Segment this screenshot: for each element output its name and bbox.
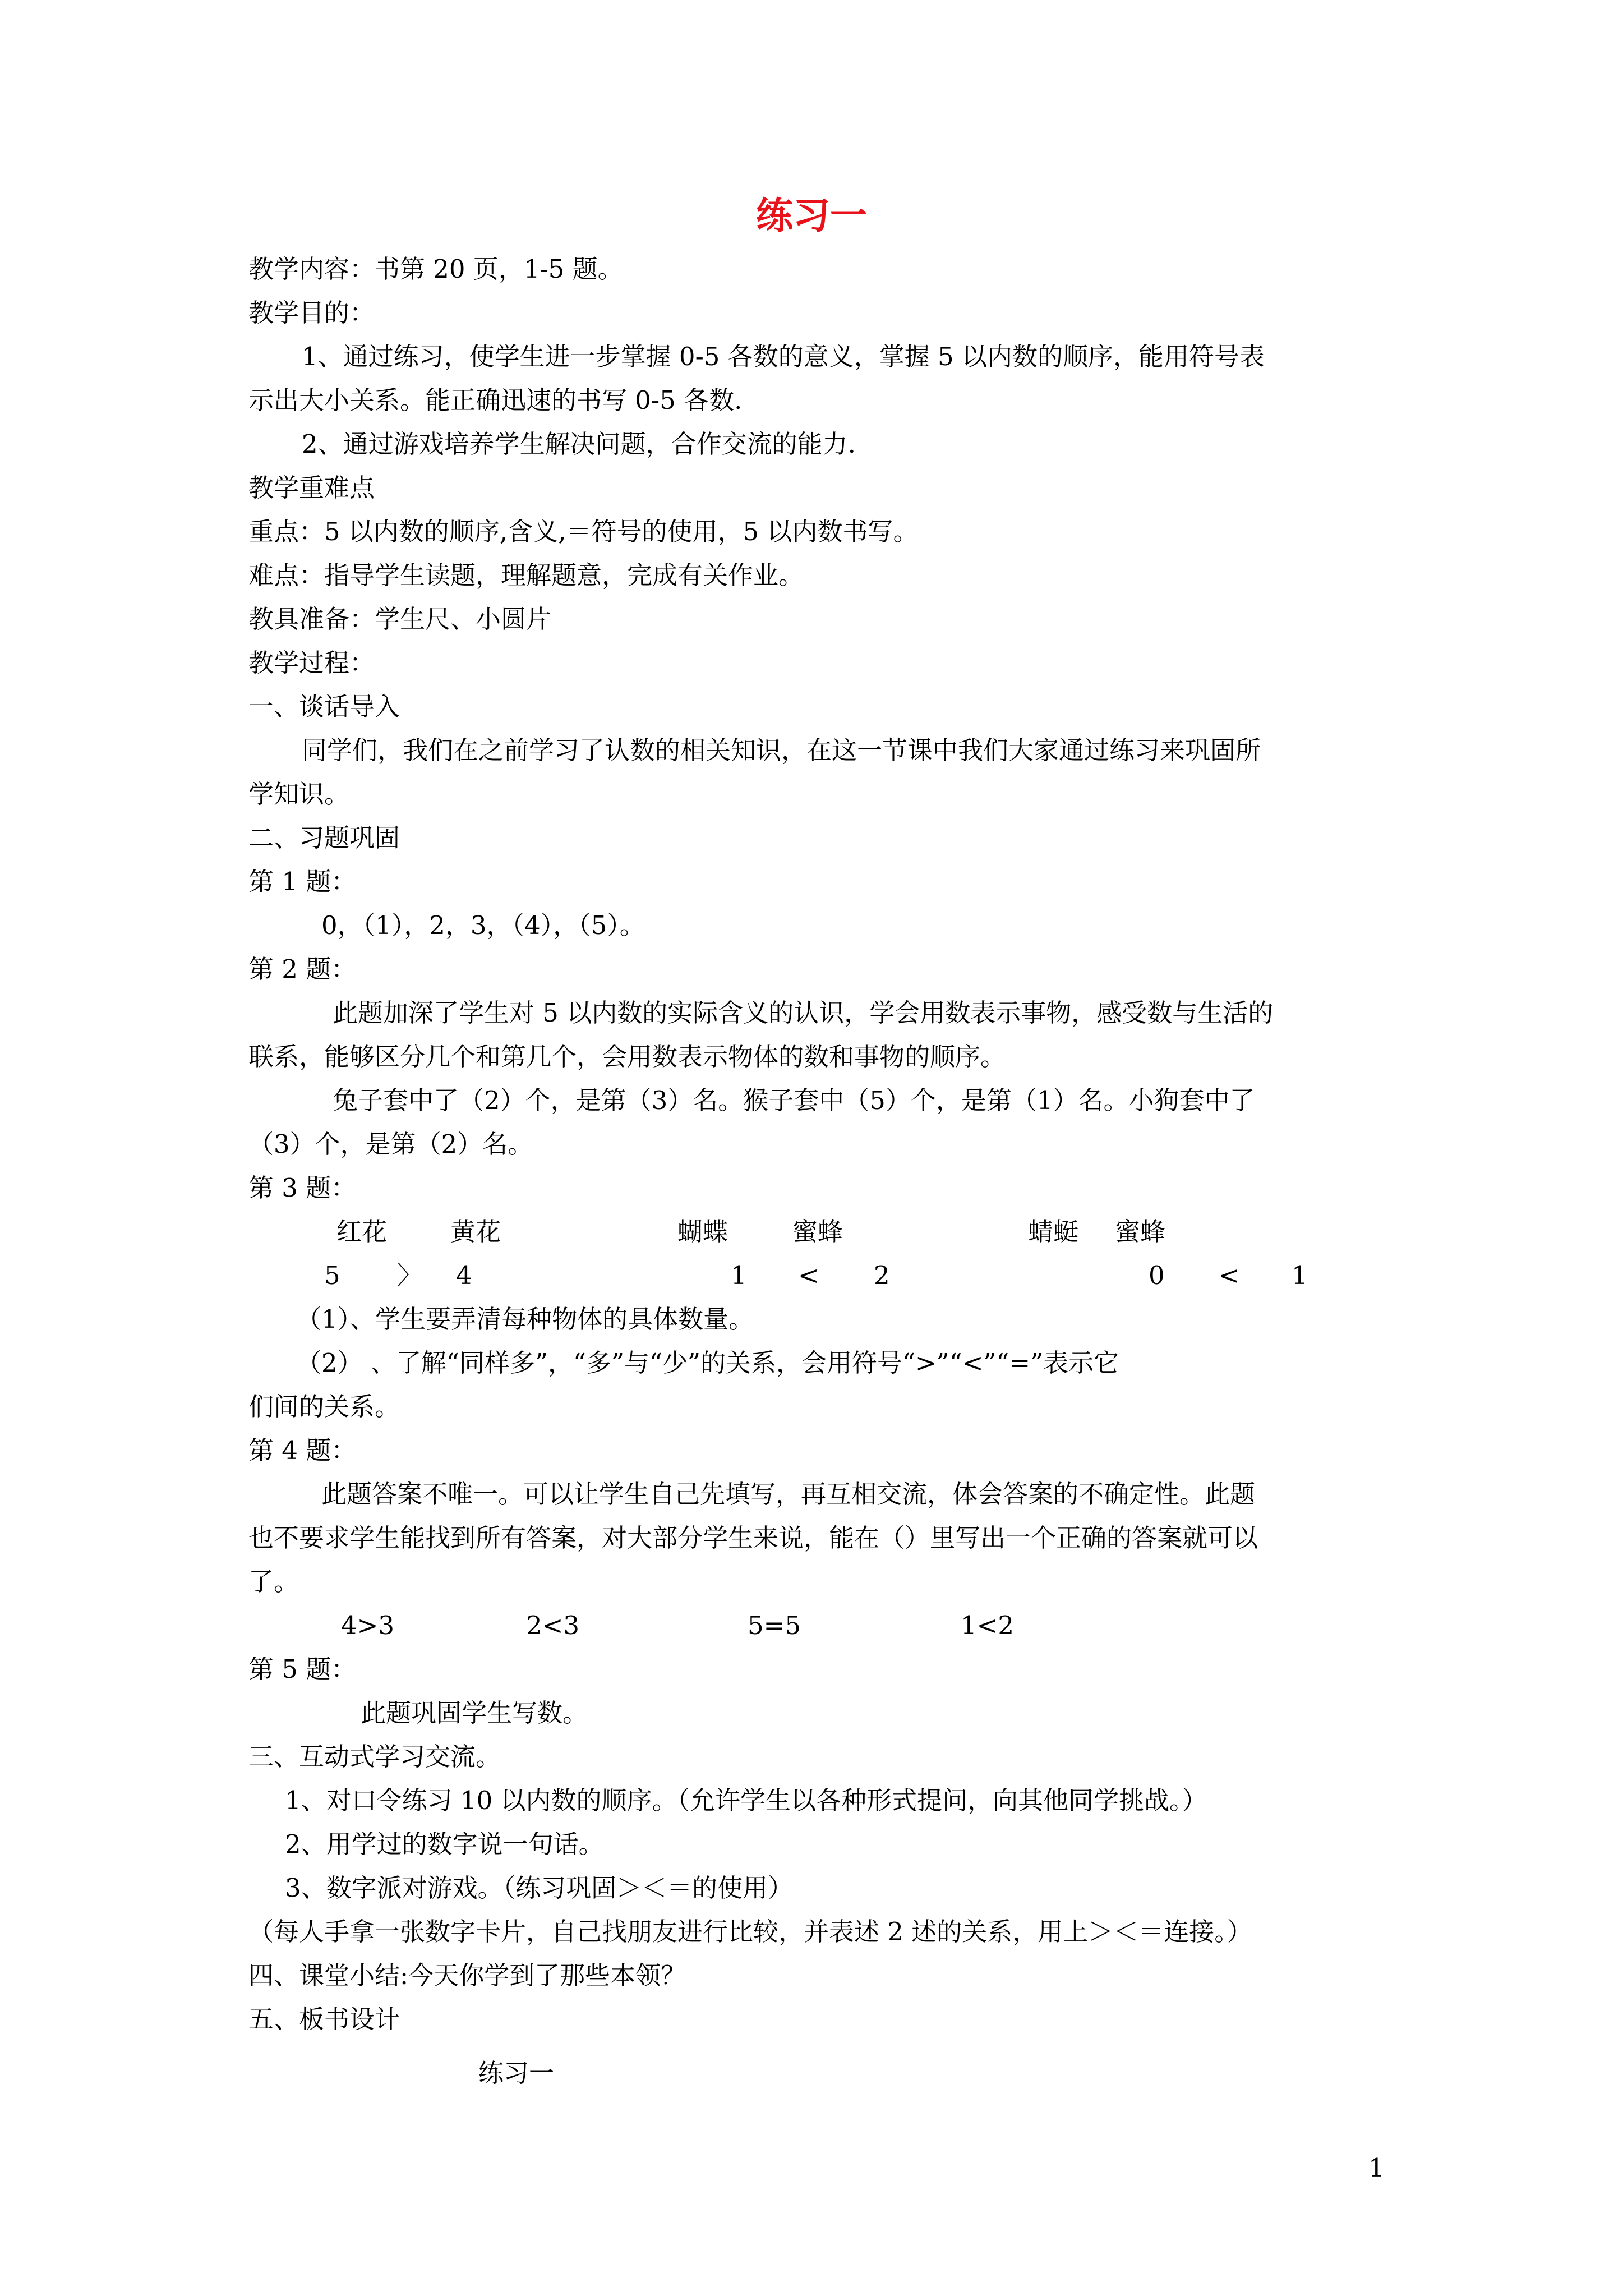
question-1-answer: 0，（1），2，3，（4），（5）。 [321, 910, 645, 940]
question-4-desc-line-3: 了。 [248, 1567, 299, 1596]
question-2-desc-line-1: 此题加深了学生对 5 以内数的实际含义的认识，学会用数表示事物，感受数与生活的 [333, 998, 1274, 1028]
goal-1-line-2: 示出大小关系。能正确迅速的书写 0-5 各数. [248, 385, 743, 415]
question-2-desc-line-2: 联系，能够区分几个和第几个，会用数表示物体的数和事物的顺序。 [248, 1042, 1006, 1071]
q3-note-1: （1）、学生要弄清每种物体的具体数量。 [296, 1304, 754, 1334]
q3-value-4: 2 [874, 1260, 890, 1290]
q3-sign-1: 〉 [397, 1260, 423, 1290]
activity-3: 3、数字派对游戏。（练习巩固＞＜＝的使用） [285, 1873, 794, 1903]
intro-line-1: 同学们，我们在之前学习了认数的相关知识，在这一节课中我们大家通过练习来巩固所 [302, 735, 1261, 765]
question-5-heading: 第 5 题： [248, 1654, 357, 1684]
goal-1-line-1: 1、通过练习，使学生进一步掌握 0-5 各数的意义，掌握 5 以内数的顺序，能用符号表 [302, 342, 1265, 371]
difficult-points: 难点：指导学生读题，理解题意，完成有关作业。 [248, 560, 804, 590]
q3-sign-2: < [798, 1260, 819, 1290]
question-3-heading: 第 3 题： [248, 1173, 357, 1203]
question-1-heading: 第 1 题： [248, 867, 357, 896]
section-1-heading: 一、谈话导入 [248, 692, 400, 721]
question-2-answer-line-1: 兔子套中了（2）个，是第（3）名。猴子套中（5）个，是第（1）名。小狗套中了 [333, 1085, 1255, 1115]
key-difficult-heading: 教学重难点 [248, 473, 375, 503]
activity-3-note: （每人手拿一张数字卡片，自己找朋友进行比较，并表述 2 述的关系，用上＞＜＝连接。） [248, 1917, 1252, 1947]
q4-answer-4: 1<2 [961, 1611, 1014, 1640]
intro-line-2: 学知识。 [248, 779, 350, 809]
question-5-desc: 此题巩固学生写数。 [361, 1698, 588, 1728]
key-points: 重点：5 以内数的顺序,含义,＝符号的使用，5 以内数书写。 [248, 517, 919, 546]
q4-answer-3: 5=5 [748, 1611, 801, 1640]
page-number: 1 [1368, 2153, 1385, 2183]
teaching-goals-heading: 教学目的： [248, 298, 375, 328]
q3-item-bee-2: 蜜蜂 [1115, 1217, 1166, 1246]
board-design-title: 练习一 [478, 2058, 555, 2088]
q3-item-bee: 蜜蜂 [792, 1217, 843, 1246]
teaching-process-heading: 教学过程： [248, 648, 375, 678]
q3-value-6: 1 [1292, 1260, 1308, 1290]
question-2-answer-line-2: （3）个，是第（2）名。 [248, 1129, 533, 1159]
question-4-heading: 第 4 题： [248, 1435, 357, 1465]
section-5-heading: 五、板书设计 [248, 2004, 400, 2034]
q4-answer-1: 4>3 [341, 1611, 394, 1640]
q3-sign-3: < [1219, 1260, 1240, 1290]
section-3-heading: 三、互动式学习交流。 [248, 1742, 501, 1772]
goal-2: 2、通过游戏培养学生解决问题，合作交流的能力. [302, 429, 856, 459]
teaching-content: 教学内容：书第 20 页，1-5 题。 [248, 254, 623, 284]
q3-note-2-line-2: 们间的关系。 [248, 1392, 400, 1421]
q4-answer-2: 2<3 [526, 1611, 579, 1640]
q3-item-butterfly: 蝴蝶 [677, 1217, 728, 1246]
page-title: 练习一 [756, 194, 867, 237]
activity-2: 2、用学过的数字说一句话。 [285, 1829, 604, 1859]
activity-1: 1、对口令练习 10 以内数的顺序。（允许学生以各种形式提问，向其他同学挑战。） [285, 1786, 1207, 1815]
teaching-aids: 教具准备：学生尺、小圆片 [248, 604, 552, 634]
q3-value-1: 5 [324, 1260, 340, 1290]
q3-value-2: 4 [456, 1260, 472, 1290]
q3-value-5: 0 [1149, 1260, 1165, 1290]
section-4-summary: 四、课堂小结:今天你学到了那些本领？ [248, 1961, 686, 1990]
question-4-desc-line-1: 此题答案不唯一。可以让学生自己先填写，再互相交流，体会答案的不确定性。此题 [321, 1479, 1256, 1509]
section-2-heading: 二、习题巩固 [248, 823, 400, 853]
q3-value-3: 1 [731, 1260, 747, 1290]
q3-item-red-flower: 红花 [336, 1217, 388, 1246]
q3-item-dragonfly: 蜻蜓 [1028, 1217, 1079, 1246]
q3-note-2-line-1: （2） 、了解“同样多”，“多”与“少”的关系，会用符号“>”“<”“=”表示它 [296, 1348, 1119, 1378]
question-4-desc-line-2: 也不要求学生能找到所有答案，对大部分学生来说，能在（）里写出一个正确的答案就可以 [248, 1523, 1258, 1553]
q3-item-yellow-flower: 黄花 [450, 1217, 501, 1246]
question-2-heading: 第 2 题： [248, 954, 357, 984]
